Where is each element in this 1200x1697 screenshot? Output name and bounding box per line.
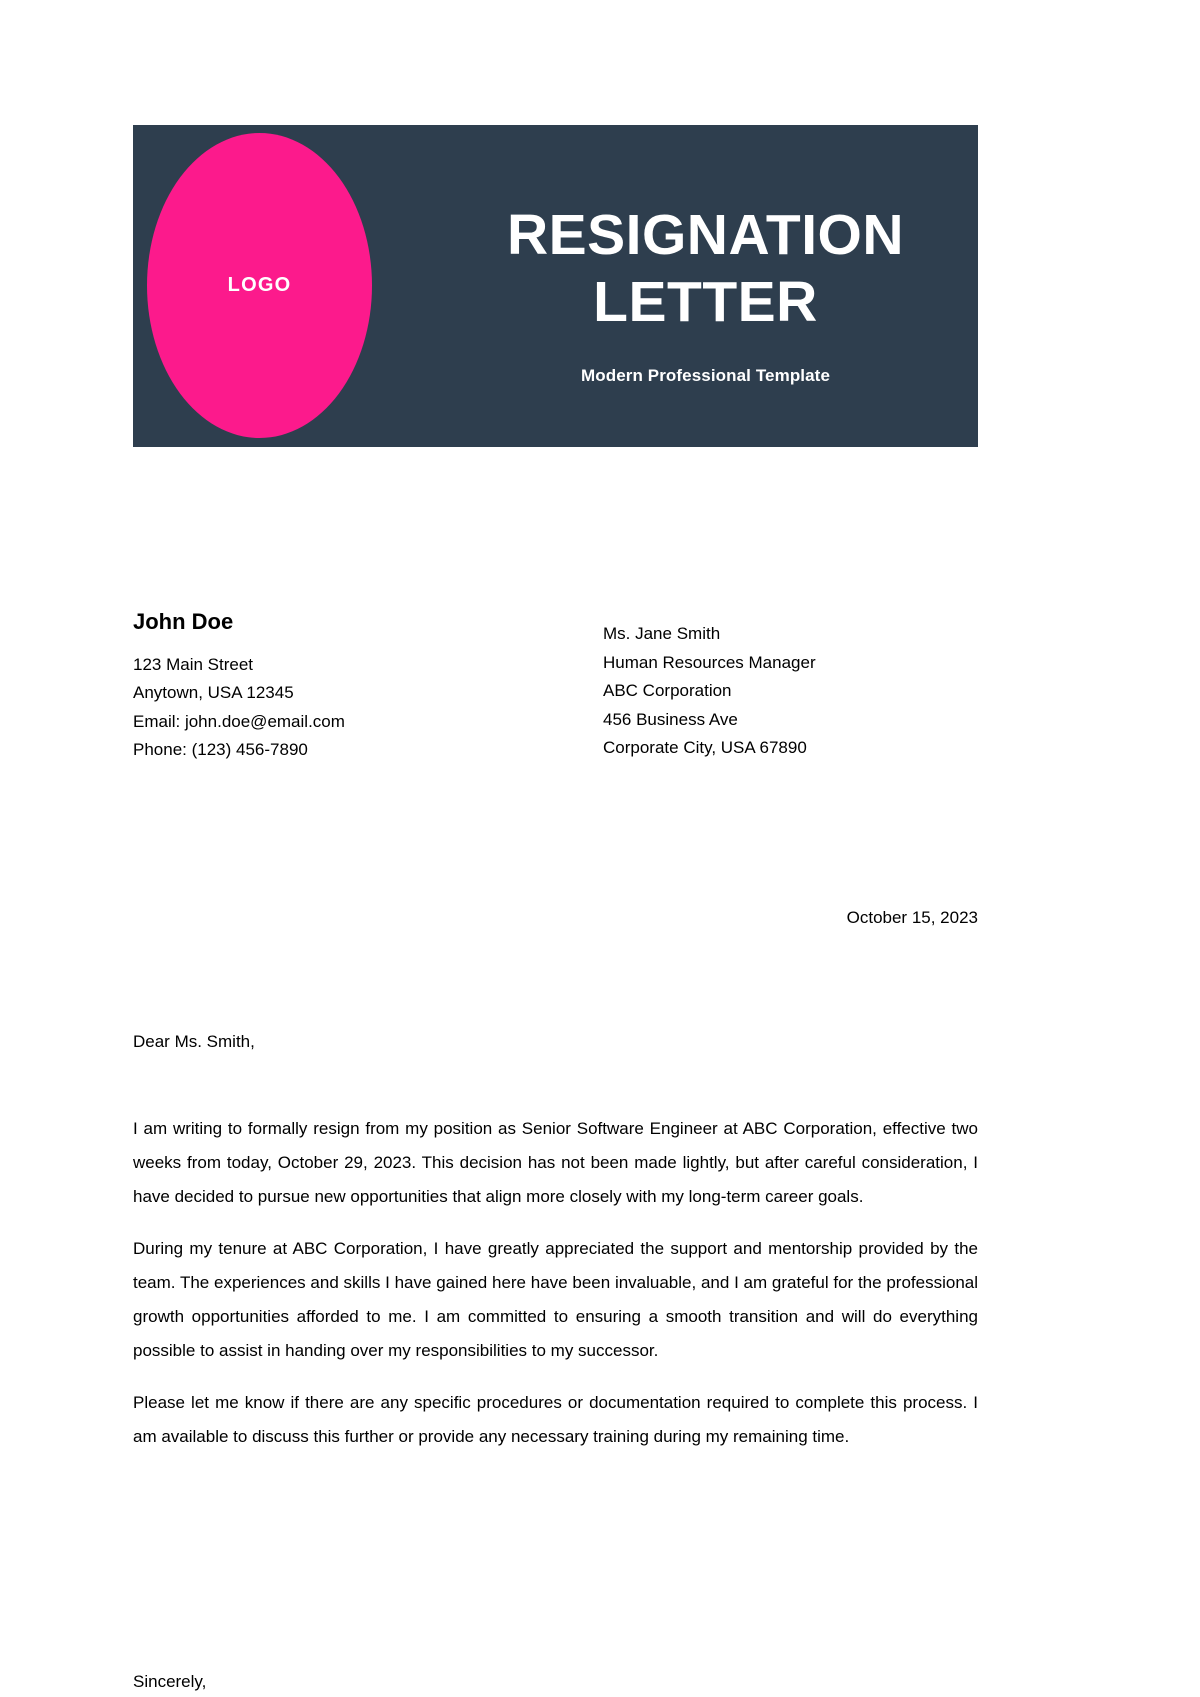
recipient-city-state-zip: Corporate City, USA 67890 bbox=[603, 738, 807, 758]
recipient-address-block bbox=[603, 608, 978, 765]
body-paragraph-1: I am writing to formally resign from my position as Senior Software Engineer at ABC Corporation, effective two weeks from today, October 29, 2023. This decision has not been made lightly, but after careful consideration, I have decided to pursue new opportunities that align more closely with my long-term career goals. bbox=[133, 1119, 978, 1206]
salutation: Dear Ms. Smith, bbox=[133, 1032, 255, 1051]
address-row bbox=[133, 608, 978, 765]
closing-salutation: Sincerely, bbox=[133, 1672, 207, 1691]
recipient-company: ABC Corporation bbox=[603, 681, 732, 701]
document-title-line-1: RESIGNATION bbox=[506, 202, 905, 267]
document-subtitle: Modern Professional Template bbox=[580, 366, 831, 386]
logo-label: LOGO bbox=[227, 274, 292, 296]
sender-name: John Doe bbox=[133, 609, 234, 634]
sender-city-state-zip: Anytown, USA 12345 bbox=[133, 683, 294, 703]
recipient-name: Ms. Jane Smith bbox=[603, 624, 721, 643]
sender-email: Email: john.doe@email.com bbox=[133, 711, 345, 731]
recipient-title: Human Resources Manager bbox=[603, 652, 816, 672]
header-banner bbox=[133, 125, 978, 447]
body-paragraph-3: Please let me know if there are any specific procedures or documentation required to complete this process. I am available to discuss this further or provide any necessary training during my remaining time. bbox=[133, 1393, 978, 1446]
sender-phone: Phone: (123) 456-7890 bbox=[133, 740, 308, 760]
sender-street: 123 Main Street bbox=[133, 654, 254, 674]
logo-placeholder-ellipse bbox=[147, 133, 372, 438]
sender-address-block bbox=[133, 608, 603, 765]
body-paragraph-2: During my tenure at ABC Corporation, I have greatly appreciated the support and mentorship provided by the team. The experiences and skills I have gained here have been invaluable, and I am grateful for the professional growth opportunities afforded to me. I am committed to ensuring a smooth transition and will do everything possible to assist in handing over my responsibilities to my successor. bbox=[133, 1239, 978, 1360]
letter-body bbox=[133, 1112, 978, 1472]
header-title-group bbox=[433, 125, 978, 447]
letter-date: October 15, 2023 bbox=[846, 908, 978, 927]
recipient-street: 456 Business Ave bbox=[603, 709, 738, 729]
document-title-line-2: LETTER bbox=[593, 270, 818, 334]
